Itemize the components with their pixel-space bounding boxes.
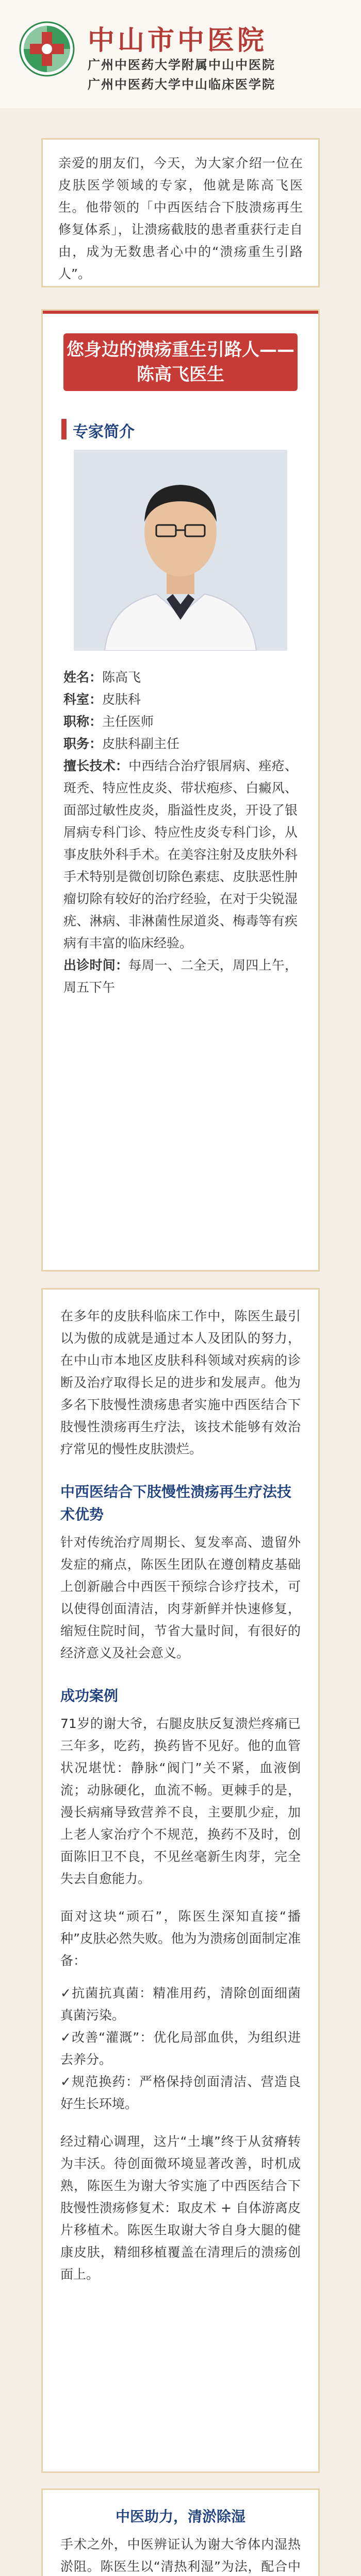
banner-line-2: 陈高飞医生 <box>137 364 224 385</box>
case-section <box>60 1685 301 2285</box>
tech-text: 针对传统治疗周期长、复发率高、遗留外发症的痛点，陈医生团队在遵创精皮基础上创新融合中西医干预综合诊疗技术，可以使得创面清洁，肉芽新鲜并快速修复，缩短住院时间，节省大量时间，有很好的经济意义及社会意义。 <box>60 1535 301 1660</box>
banner <box>63 333 298 391</box>
story-text: 在多年的皮肤科临床工作中，陈医生最引以为傲的成就是通过本人及团队的努力，在中山市本地区皮肤科科领域对疾病的诊断及治疗取得长足的进步和发展声。他为多名下肢慢性溃疡患者实施中西医结合下肢慢性溃疡再生疗法，该技术能够有效治疗常见的慢性皮肤溃烂。 <box>60 1309 301 1456</box>
hospital-name: 中山市中医院 <box>88 25 268 56</box>
profile-title: 专家简介 <box>73 423 135 441</box>
doctor-portrait <box>74 450 287 651</box>
section-marker <box>61 419 67 439</box>
profile-name-row: 姓名：陈高飞 <box>63 670 141 685</box>
story-card <box>41 1288 320 2473</box>
case-para-3: 经过精心调理，这片“土壤”终于从贫瘠转为丰沃。待创面微环境显著改善，时机成熟，陈医生为谢大爷实施了中西医结合下肢慢性溃疡修复术：取皮术 + 自体游离皮片移植术。陈医生取谢大爷自身大腿的健康皮肤，精细移植覆盖在清理后的溃疡创面上。 <box>60 2134 301 2282</box>
case-title: 成功案例 <box>60 1687 119 1704</box>
doctor-dept: 皮肤科 <box>102 692 141 707</box>
banner-line-1: 您身边的溃疡重生引路人—— <box>67 340 294 360</box>
doctor-name: 陈高飞 <box>102 670 141 685</box>
hospital-subtitle-1: 广州中医药大学附属中山中医院 <box>88 57 275 72</box>
profile-clinic-row: 出诊时间：每周一、二全天，周四上午，周五下午 <box>63 958 298 995</box>
profile-title-row: 职称：主任医师 <box>63 714 154 729</box>
hospital-logo-icon <box>19 21 75 77</box>
stage-1-text: 手术之外，中医辨证认为谢大爷体内湿热淤阻。陈医生以“清热利湿”为法，配合中 <box>60 2537 301 2574</box>
profile-card <box>41 309 320 1272</box>
profile-expertise-row: 擅长技术：中西结合治疗银屑病、痤疮、斑秃、特应性皮炎、带状疱疹、白癜风、面部过敏性皮炎，脂溢性皮炎，开设了银屑病专科门诊、特应性皮炎专科门诊，从事皮肤外科手术。在美容注射及皮肤外科手术特别是微创切除色素痣、皮肤恶性肿瘤切除有较好的治疗经验，在对于尖锐湿疣、淋病、非淋菌性尿道炎、梅毒等有疾病有丰富的临床经验。 <box>63 758 298 951</box>
intro-card <box>41 138 320 287</box>
doctor-job-title: 主任医师 <box>102 714 154 729</box>
tech-section <box>60 1481 301 1664</box>
intro-text: 亲爱的朋友们，今天，为大家介绍一位在皮肤医学领域的专家，他就是陈高飞医生。他带领的「中西医结合下肢溃疡再生修复体系」，让溃疡截肢的患者重获行走自由，成为无数患者心中的“溃疡重生引路人”。 <box>58 156 303 281</box>
profile-details <box>63 666 298 998</box>
case-para-2: 面对这块“顽石”，陈医生深知直接“播种”皮肤必然失败。他为为溃疡创面制定准备： <box>60 1909 301 1968</box>
stages-card <box>41 2488 320 2576</box>
doctor-expertise: 中西结合治疗银屑病、痤疮、斑秃、特应性皮炎、带状疱疹、白癜风、面部过敏性皮炎，脂溢性皮炎，开设了银屑病专科门诊、特应性皮炎专科门诊，从事皮肤外科手术。在美容注射及皮肤外科手术特别是微创切除色素痣、皮肤恶性肿瘤切除有较好的治疗经验，在对于尖锐湿疣、淋病、非淋菌性尿道炎、梅毒等有疾病有丰富的临床经验。 <box>63 758 298 951</box>
tech-title: 中西医结合下肢慢性溃疡再生疗法技术优势 <box>60 1483 292 1523</box>
stage-1-title: 中医助力，清淤除湿 <box>115 2508 245 2525</box>
card-top-bar <box>43 311 318 314</box>
profile-duty-row: 职务：皮肤科副主任 <box>63 736 180 751</box>
hospital-subtitle-2: 广州中医药大学中山临床医学院 <box>88 77 275 92</box>
doctor-duty: 皮肤科副主任 <box>102 736 180 751</box>
case-bullet-2: ✓改善“灌溉”：优化局部血供，为组织进去养分。 <box>60 2030 301 2067</box>
case-bullet-1: ✓抗菌抗真菌：精准用药，清除创面细菌真菌污染。 <box>60 1986 301 2023</box>
profile-dept-row: 科室：皮肤科 <box>63 692 141 707</box>
doctor-clinic-time: 每周一、二全天，周四上午，周五下午 <box>63 958 298 995</box>
case-bullet-3: ✓规范换药：严格保持创面清洁、营造良好生长环境。 <box>60 2074 301 2111</box>
case-para-1: 71岁的谢大爷，右腿皮肤反复溃烂疼痛已三年多，吃药，换药皆不见好。他的血管状况堪忧：静脉“阀门”关不紧，血液倒流；动脉硬化，血流不畅。更棘手的是，漫长病痛导致营养不良，主要肌少症，加上老人家治疗个不规范，换药不及时，创面陈旧卫不良，不见丝毫新生肉芽，完全失去自愈能力。 <box>60 1716 301 1886</box>
hospital-header <box>0 0 361 108</box>
